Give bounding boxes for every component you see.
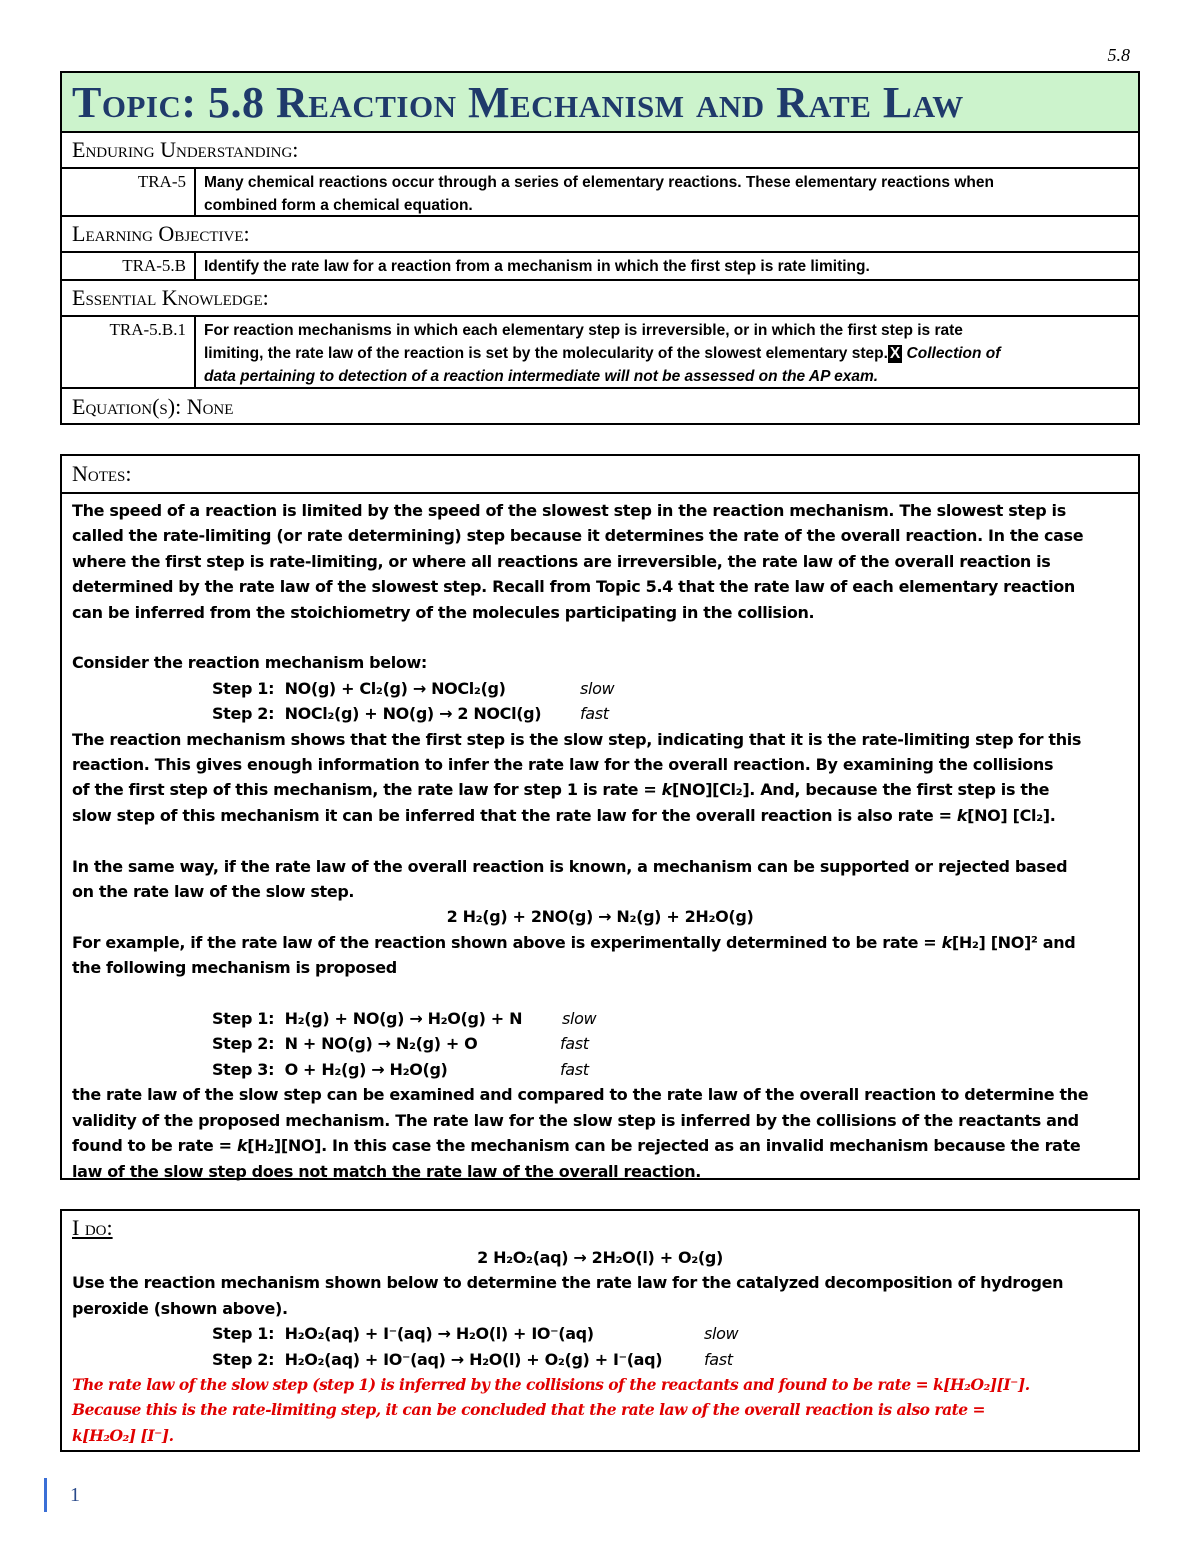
notes-p4-line-1b: [H₂] [NO]² and xyxy=(951,932,1076,952)
ido-answer-line-1: The rate law of the slow step (step 1) is inferred by the collisions of the reactants and found to be rate = k[H₂O₂][I⁻]. xyxy=(72,1375,1030,1395)
rate-constant-k: k xyxy=(661,780,672,800)
mech1-step1-eq: Step 1: NO(g) + Cl₂(g) → NOCl₂(g) xyxy=(212,678,506,698)
notes-p2-line-4a: slow step of this mechanism it can be inferred that the rate law for the overall reaction is also rate = xyxy=(72,805,957,825)
knowledge-italic-2: data pertaining to detection of a reaction intermediate will not be assessed on the AP exam. xyxy=(204,368,879,385)
enduring-line-1: Many chemical reactions occur through a series of elementary reactions. These elementary reactions when xyxy=(204,174,994,191)
knowledge-line-1: For reaction mechanisms in which each elementary step is irreversible, or in which the first step is rate xyxy=(204,322,963,339)
notes-p2-line-3a: of the first step of this mechanism, the rate law for step 1 is rate = xyxy=(72,780,662,800)
ido-answer-line-2: Because this is the rate-limiting step, it can be concluded that the rate law of the overall reaction is also rate = xyxy=(72,1400,986,1420)
notes-p5-line-3 xyxy=(72,1133,1128,1158)
ido-step2-speed: fast xyxy=(704,1349,733,1369)
ido-heading: I do: xyxy=(72,1215,113,1240)
objective-row xyxy=(62,253,1138,281)
notes-p1-line-3: where the first step is rate-limiting, or where all reactions are irreversible, the rate law of the overall reaction is xyxy=(72,551,1051,571)
notes-p5-line-2: validity of the proposed mechanism. The rate law for the slow step is inferred by the collisions of the reactants and xyxy=(72,1110,1079,1130)
mech1-step1-speed: slow xyxy=(580,678,615,698)
knowledge-text xyxy=(196,317,1138,387)
mech2-step3 xyxy=(72,1057,1128,1082)
enduring-line-2: combined form a chemical equation. xyxy=(204,197,473,214)
objective-text: Identify the rate law for a reaction from a mechanism in which the first step is rate limiting. xyxy=(204,258,870,275)
enduring-text xyxy=(196,169,1138,215)
mech2-step3-eq: Step 3: O + H₂(g) → H₂O(g) xyxy=(212,1059,448,1079)
knowledge-line-2-text: limiting, the rate law of the reaction is set by the molecularity of the slowest elementary step. xyxy=(204,345,888,362)
rate-constant-k: k xyxy=(236,1136,248,1156)
mech2-step1-eq: Step 1: H₂(g) + NO(g) → H₂O(g) + N xyxy=(212,1009,523,1029)
ido-step1-eq: Step 1: H₂O₂(aq) + I⁻(aq) → H₂O(l) + IO⁻(aq) xyxy=(212,1324,594,1344)
ido-equation: 2 H₂O₂(aq) → 2H₂O(l) + O₂(g) xyxy=(477,1248,723,1267)
knowledge-line-2 xyxy=(204,342,1130,365)
mech2-step2 xyxy=(72,1031,1128,1056)
mech2-step2-eq: Step 2: N + NO(g) → N₂(g) + O xyxy=(212,1034,478,1054)
notes-p2-line-3b: [NO][Cl₂]. And, because the first step is the xyxy=(671,780,1050,800)
notes-heading: Notes: xyxy=(62,456,1138,494)
notes-p1-line-4: determined by the rate law of the slowest step. Recall from Topic 5.4 that the rate law of each elementary reaction xyxy=(72,577,1075,597)
notes-p4-line-2: the following mechanism is proposed xyxy=(72,958,397,978)
notes-p5-line-3a: found to be rate = xyxy=(72,1136,237,1156)
ido-box xyxy=(60,1209,1140,1452)
notes-p2-line-4 xyxy=(72,803,1128,828)
notes-box xyxy=(60,454,1140,1180)
notes-p2-line-3 xyxy=(72,777,1128,802)
rate-constant-k: k xyxy=(956,805,968,825)
page-label-top: 5.8 xyxy=(1107,45,1130,65)
notes-body xyxy=(62,494,1138,1184)
notes-p1-line-1: The speed of a reaction is limited by the speed of the slowest step in the reaction mechanism. The slowest step is xyxy=(72,501,1066,520)
page-title: Topic: 5.8 Reaction Mechanism and Rate Law xyxy=(62,73,1138,133)
enduring-code: TRA-5 xyxy=(62,169,196,215)
objective-heading: Learning Objective: xyxy=(62,217,1138,253)
mech1-step2-eq: Step 2: NOCl₂(g) + NO(g) → 2 NOCl(g) xyxy=(212,704,542,724)
footer-accent-bar xyxy=(44,1478,47,1512)
overall-equation: 2 H₂(g) + 2NO(g) → N₂(g) + 2H₂O(g) xyxy=(446,907,754,927)
notes-p4-line-1a: For example, if the rate law of the reaction shown above is experimentally determined to be rate = xyxy=(72,932,942,952)
ido-body xyxy=(62,1245,1138,1448)
equations-heading: Equation(s): None xyxy=(72,394,234,419)
knowledge-line-3 xyxy=(204,365,1130,388)
knowledge-row xyxy=(62,317,1138,389)
ido-step1 xyxy=(72,1321,1128,1346)
notes-p1-line-5: can be inferred from the stoichiometry of the molecules participating in the collision. xyxy=(72,602,815,622)
notes-p1-line-2: called the rate-limiting (or rate determining) step because it determines the rate of the overall reaction. In the case xyxy=(72,526,1084,546)
notes-p5-line-4: law of the slow step does not match the rate law of the overall reaction. xyxy=(72,1161,701,1181)
notes-p2-line-1: The reaction mechanism shows that the first step is the slow step, indicating that it is the rate-limiting step for this xyxy=(72,729,1082,749)
mech1-step1 xyxy=(72,676,1128,701)
notes-p5-line-1: the rate law of the slow step can be examined and compared to the rate law of the overall reaction to determine the xyxy=(72,1085,1089,1105)
mech2-step2-speed: fast xyxy=(560,1034,589,1054)
ido-answer-line-3: k[H₂O₂] [I⁻]. xyxy=(72,1425,174,1445)
enduring-row xyxy=(62,169,1138,217)
notes-p5-line-3b: [H₂][NO]. In this case the mechanism can be rejected as an invalid mechanism because the rate xyxy=(247,1136,1081,1156)
ido-step2 xyxy=(72,1347,1128,1372)
rate-constant-k: k xyxy=(941,932,952,952)
topic-box xyxy=(60,71,1140,425)
page-number: 1 xyxy=(70,1484,80,1506)
notes-p4-line-1 xyxy=(72,930,1128,955)
knowledge-italic-1: Collection of xyxy=(902,345,1001,362)
mech2-step1 xyxy=(72,1006,1128,1031)
objective-code: TRA-5.B xyxy=(62,253,196,279)
ido-prompt-line-2: peroxide (shown above). xyxy=(72,1298,288,1318)
mech2-step3-speed: fast xyxy=(560,1059,589,1079)
knowledge-heading: Essential Knowledge: xyxy=(62,281,1138,317)
mech1-step2-speed: fast xyxy=(580,704,609,724)
ido-step2-eq: Step 2: H₂O₂(aq) + IO⁻(aq) → H₂O(l) + O₂(g) + I⁻(aq) xyxy=(212,1349,663,1369)
knowledge-code: TRA-5.B.1 xyxy=(62,317,196,387)
notes-p2-line-2: reaction. This gives enough information to infer the rate law for the overall reaction. By examining the collisions xyxy=(72,755,1054,775)
notes-p3-line-1: In the same way, if the rate law of the overall reaction is known, a mechanism can be supported or rejected based xyxy=(72,856,1068,876)
ido-prompt-line-1: Use the reaction mechanism shown below to determine the rate law for the catalyzed decomposition of hydrogen xyxy=(72,1273,1064,1293)
enduring-heading: Enduring Understanding: xyxy=(62,133,1138,169)
notes-p3-line-2: on the rate law of the slow step. xyxy=(72,882,355,902)
ido-step1-speed: slow xyxy=(704,1324,739,1344)
notes-consider: Consider the reaction mechanism below: xyxy=(72,653,427,673)
notes-p2-line-4b: [NO] [Cl₂]. xyxy=(967,805,1056,825)
mech1-step2 xyxy=(72,701,1128,726)
mech2-step1-speed: slow xyxy=(562,1009,597,1029)
exclusion-mark-icon: X xyxy=(889,345,901,362)
